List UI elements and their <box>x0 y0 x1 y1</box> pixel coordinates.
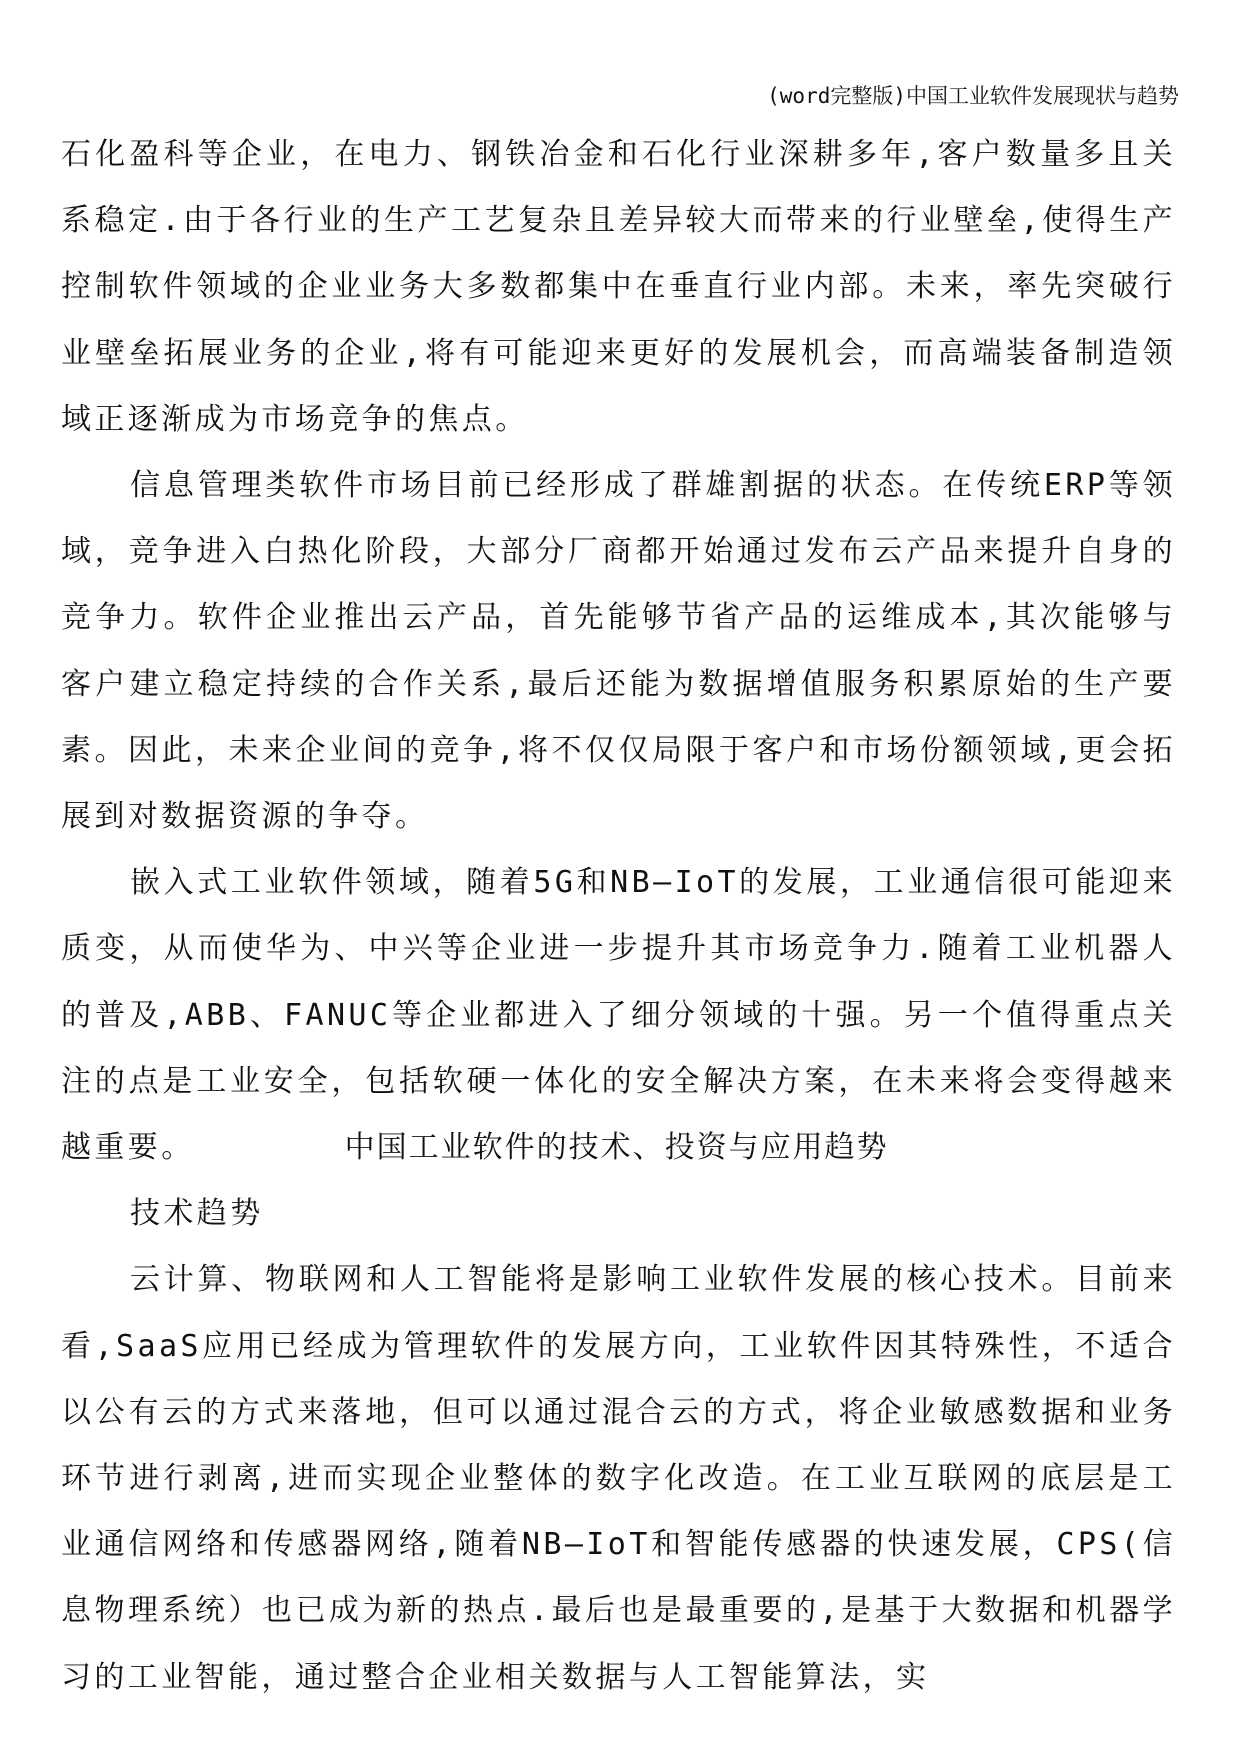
subheading-tech-trends: 技术趋势 <box>130 1196 264 1232</box>
paragraph-2: 信息管理类软件市场目前已经形成了群雄割据的状态。在传统ERP等领域，竞争进入白热化阶段，大部分厂商都开始通过发布云产品来提升自身的竞争力。软件企业推出云产品，首先能够节省产品的运维成本,其次能够与客户建立稳定持续的合作关系,最后还能为数据增值服务积累原始的生产要素。因此，未来企业间的竞争,将不仅仅局限于客户和市场份额领域,更会拓展到对数据资源的争夺。 <box>61 468 1176 835</box>
section-heading-trends: 中国工业软件的技术、投资与应用趋势 <box>344 1130 889 1166</box>
document-body <box>61 122 1176 1711</box>
paragraph-5: 云计算、物联网和人工智能将是影响工业软件发展的核心技术。目前来看,SaaS应用已经成为管理软件的发展方向，工业软件因其特殊性，不适合以公有云的方式来落地，但可以通过混合云的方式，将企业敏感数据和业务环节进行剥离,进而实现企业整体的数字化改造。在工业互联网的底层是工业通信网络和传感器网络,随着NB—IoT和智能传感器的快速发展，CPS(信息物理系统）也已成为新的热点.最后也是最重要的,是基于大数据和机器学习的工业智能，通过整合企业相关数据与人工智能算法，实 <box>61 1262 1176 1695</box>
page-header: (word完整版)中国工业软件发展现状与趋势 <box>767 84 1179 108</box>
paragraph-3 <box>61 850 1176 1181</box>
paragraph-1: 石化盈科等企业，在电力、钢铁冶金和石化行业深耕多年,客户数量多且关系稳定.由于各行业的生产工艺复杂且差异较大而带来的行业壁垒,使得生产控制软件领域的企业业务大多数都集中在垂直行业内部。未来，率先突破行业壁垒拓展业务的企业,将有可能迎来更好的发展机会，而高端装备制造领域正逐渐成为市场竞争的焦点。 <box>61 137 1176 437</box>
paragraph-3-text: 嵌入式工业软件领域，随着5G和NB—IoT的发展，工业通信很可能迎来质变，从而使华为、中兴等企业进一步提升其市场竞争力.随着工业机器人的普及,ABB、FANUC等企业都进入了细分领域的十强。另一个值得重点关注的点是工业安全，包括软硬一体化的安全解决方案，在未来将会变得越来越重要。 <box>61 865 1176 1166</box>
